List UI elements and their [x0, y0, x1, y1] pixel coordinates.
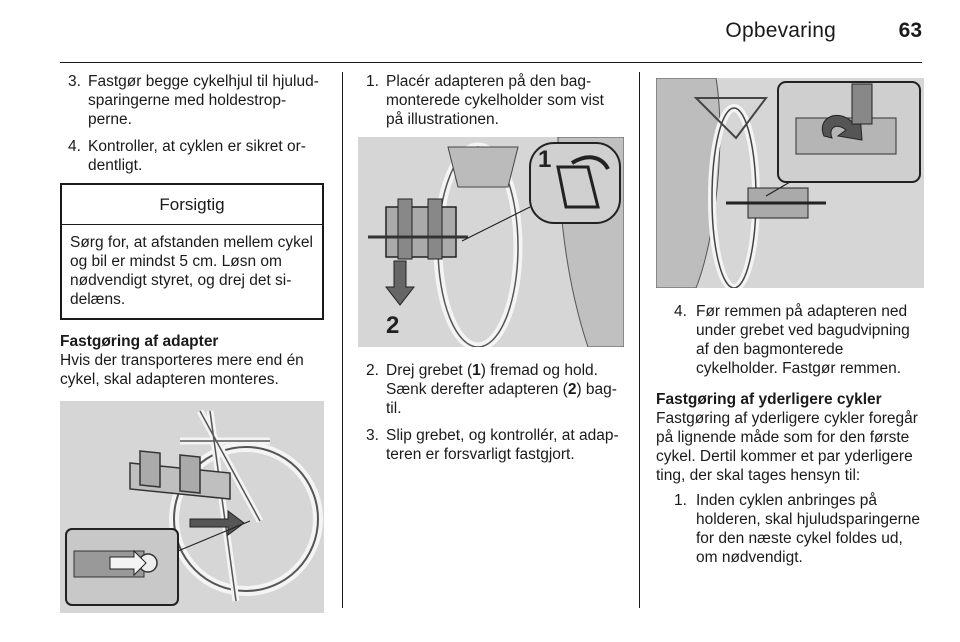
figure-label-1: 1: [538, 146, 552, 173]
step-text: Placér adapteren på den bagmonterede cykelholder som vist på illustrationen.: [386, 73, 604, 128]
step-4: [60, 137, 324, 175]
step-text: Slip grebet, og kontrollér, at adapteren er forsvarligt fastgjort.: [386, 427, 619, 463]
illustration-strap: [656, 78, 924, 288]
column-divider-2: [639, 72, 640, 608]
step-number: 3.: [366, 427, 379, 444]
step-text: Drej grebet (1) fremad og hold. Sænk derefter adapteren (2) bagtil.: [386, 362, 617, 417]
step-number: 4.: [674, 303, 687, 320]
column-3: [656, 72, 924, 575]
paragraph-adapter: Hvis der transporteres mere end én cykel, skal adapteren monteres.: [60, 352, 304, 388]
step-3: [358, 426, 624, 464]
column-1: [60, 72, 324, 627]
step-number: 3.: [68, 73, 81, 90]
step-number: 2.: [366, 362, 379, 379]
illustration-adapter: [60, 401, 324, 613]
step-4: [656, 302, 924, 378]
page-header: [60, 0, 922, 63]
column-2: [358, 72, 624, 472]
step-3: [60, 72, 324, 129]
paragraph-additional-bikes: Fastgøring af yderligere cykler foregår på lignende måde som for den første cykel. Dertil kommer et par yderligere ting, der skal tages hensyn til:: [656, 410, 918, 484]
step-1: [358, 72, 624, 129]
subheading-additional-bikes: Fastgøring af yderligere cykler: [656, 391, 882, 408]
illustration-place-adapter: [358, 137, 624, 347]
column-divider-1: [342, 72, 343, 608]
step-text: Inden cyklen anbringes på holderen, skal hjuludsparingerne for den næste cykel foldes ud, om nødvendigt.: [696, 492, 921, 566]
caution-title: Forsigtig: [62, 185, 322, 225]
step-number: 1.: [366, 73, 379, 90]
figure-label-2: 2: [386, 312, 400, 339]
step-number: 1.: [674, 492, 687, 509]
step-text: Kontroller, at cyklen er sikret ordentligt.: [88, 138, 306, 174]
step-text: Før remmen på adapteren ned under grebet ved bagudvipning af den bagmonterede cykelholder. Fastgør remmen.: [696, 303, 910, 377]
step-2: [358, 361, 624, 418]
page-number: 63: [898, 19, 922, 42]
subheading-adapter: Fastgøring af adapter: [60, 333, 219, 350]
caution-box: [60, 183, 324, 320]
caution-text: Sørg for, at afstanden mellem cykel og bil er mindst 5 cm. Løsn om nødvendigt styret, og drej det sidelæns.: [70, 234, 313, 308]
step-number: 4.: [68, 138, 81, 155]
step-text: Fastgør begge cykelhjul til hjuludsparingerne med holdestropperne.: [88, 73, 319, 128]
step-1: [656, 491, 924, 567]
section-title: Opbevaring: [725, 19, 836, 42]
